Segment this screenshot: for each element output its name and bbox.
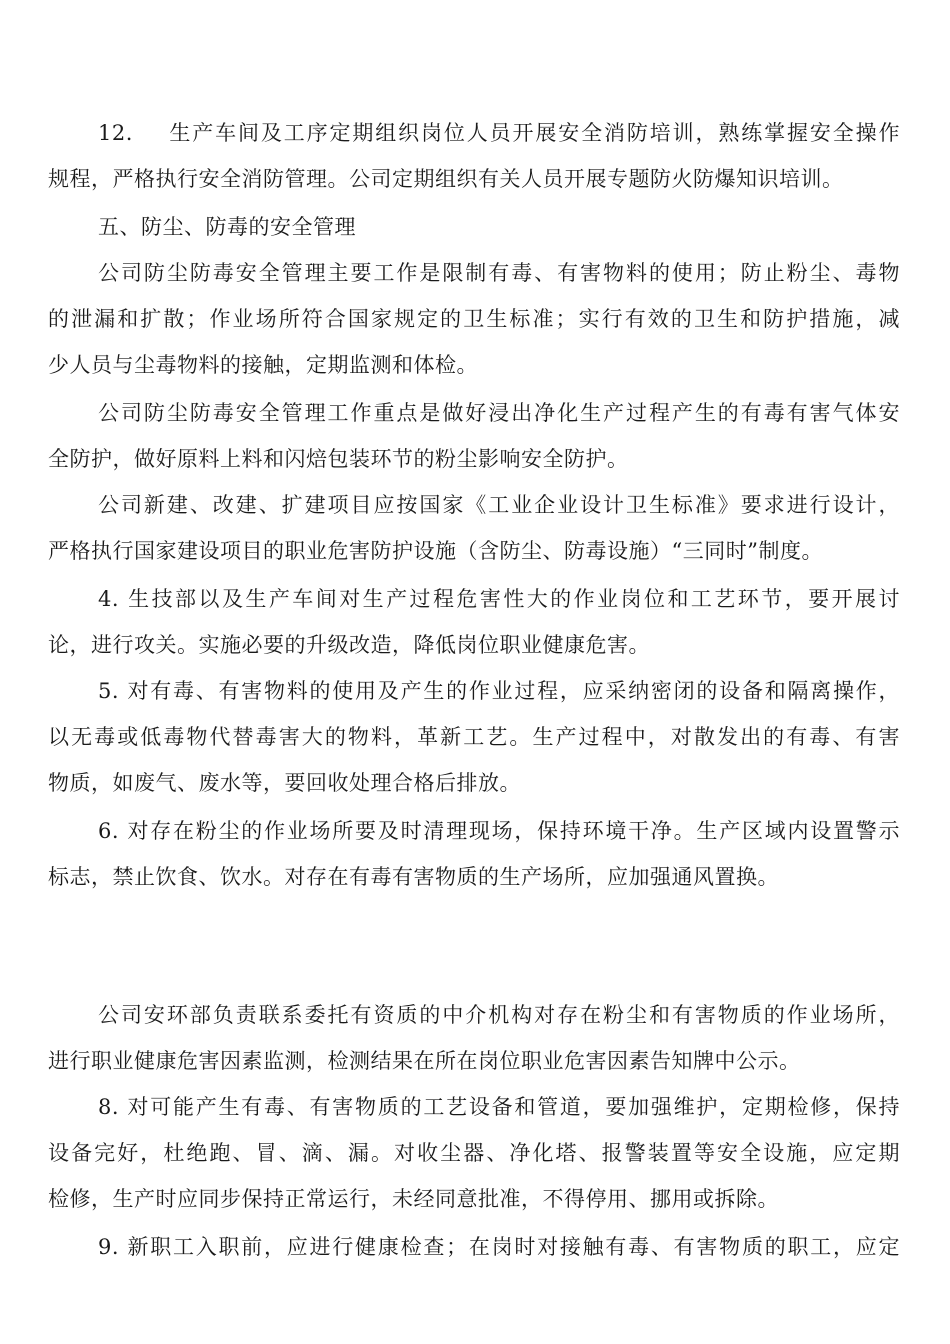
paragraph-line: 进行职业健康危害因素监测，检测结果在所在岗位职业危害因素告知牌中公示。 <box>48 1049 801 1073</box>
paragraph-item-9 <box>48 1224 900 1270</box>
paragraph-line: 5. 对有毒、有害物料的使用及产生的作业过程，应采纳密闭的设备和隔离操作， <box>98 679 900 703</box>
paragraph-item-8 <box>48 1084 900 1222</box>
paragraph-line: 公司防尘防毒安全管理工作重点是做好浸出净化生产过程产生的有毒有害气体安 <box>98 401 900 425</box>
paragraph-text: 生产车间及工序定期组织岗位人员开展安全消防培训，熟练掌握安全操作 <box>168 121 900 145</box>
paragraph-line: 标志，禁止饮食、饮水。对存在有毒有害物质的生产场所，应加强通风置换。 <box>48 865 779 889</box>
paragraph-line: 少人员与尘毒物料的接触，定期监测和体检。 <box>48 353 478 377</box>
section-heading-text: 五、防尘、防毒的安全管理 <box>98 215 356 239</box>
paragraph-line: 设备完好，杜绝跑、冒、滴、漏。对收尘器、净化塔、报警装置等安全设施，应定期 <box>48 1141 900 1165</box>
paragraph-monitoring <box>48 992 900 1084</box>
paragraph-line: 4. 生技部以及生产车间对生产过程危害性大的作业岗位和工艺环节，要开展讨 <box>98 587 900 611</box>
paragraph-line: 的泄漏和扩散；作业场所符合国家规定的卫生标准；实行有效的卫生和防护措施，减 <box>48 307 900 331</box>
paragraph-item-6 <box>48 808 900 900</box>
paragraph-line: 检修，生产时应同步保持正常运行，未经同意批准，不得停用、挪用或拆除。 <box>48 1187 779 1211</box>
paragraph-item-5 <box>48 668 900 806</box>
paragraph-line: 公司防尘防毒安全管理主要工作是限制有毒、有害物料的使用；防止粉尘、毒物 <box>98 261 900 285</box>
paragraph-line: 以无毒或低毒物代替毒害大的物料，革新工艺。生产过程中，对散发出的有毒、有害 <box>48 725 900 749</box>
paragraph-dust-management-scope <box>48 250 900 388</box>
paragraph-line: 物质，如废气、废水等，要回收处理合格后排放。 <box>48 771 521 795</box>
paragraph-line: 6. 对存在粉尘的作业场所要及时清理现场，保持环境干净。生产区域内设置警示 <box>98 819 900 843</box>
paragraph-new-projects <box>48 482 900 574</box>
paragraph-line: 公司安环部负责联系委托有资质的中介机构对存在粉尘和有害物质的作业场所， <box>98 1003 900 1027</box>
paragraph-line: 严格执行国家建设项目的职业危害防护设施（含防尘、防毒设施）“三同时”制度。 <box>48 539 823 563</box>
paragraph-dust-management-focus <box>48 390 900 482</box>
paragraph-line <box>48 110 900 156</box>
paragraph-line: 全防护，做好原料上料和闪焙包装环节的粉尘影响安全防护。 <box>48 447 629 471</box>
paragraph-item-12 <box>48 110 900 202</box>
paragraph-line: 8. 对可能产生有毒、有害物质的工艺设备和管道，要加强维护，定期检修，保持 <box>98 1095 900 1119</box>
item-number: 12. <box>98 121 133 145</box>
paragraph-line: 论，进行攻关。实施必要的升级改造，降低岗位职业健康危害。 <box>48 633 650 657</box>
paragraph-line: 9. 新职工入职前，应进行健康检查；在岗时对接触有毒、有害物质的职工，应定 <box>98 1235 900 1259</box>
paragraph-line: 规程，严格执行安全消防管理。公司定期组织有关人员开展专题防火防爆知识培训。 <box>48 167 844 191</box>
paragraph-item-4 <box>48 576 900 668</box>
paragraph-line: 公司新建、改建、扩建项目应按国家《工业企业设计卫生标准》要求进行设计， <box>98 493 900 517</box>
section-heading <box>48 204 900 250</box>
